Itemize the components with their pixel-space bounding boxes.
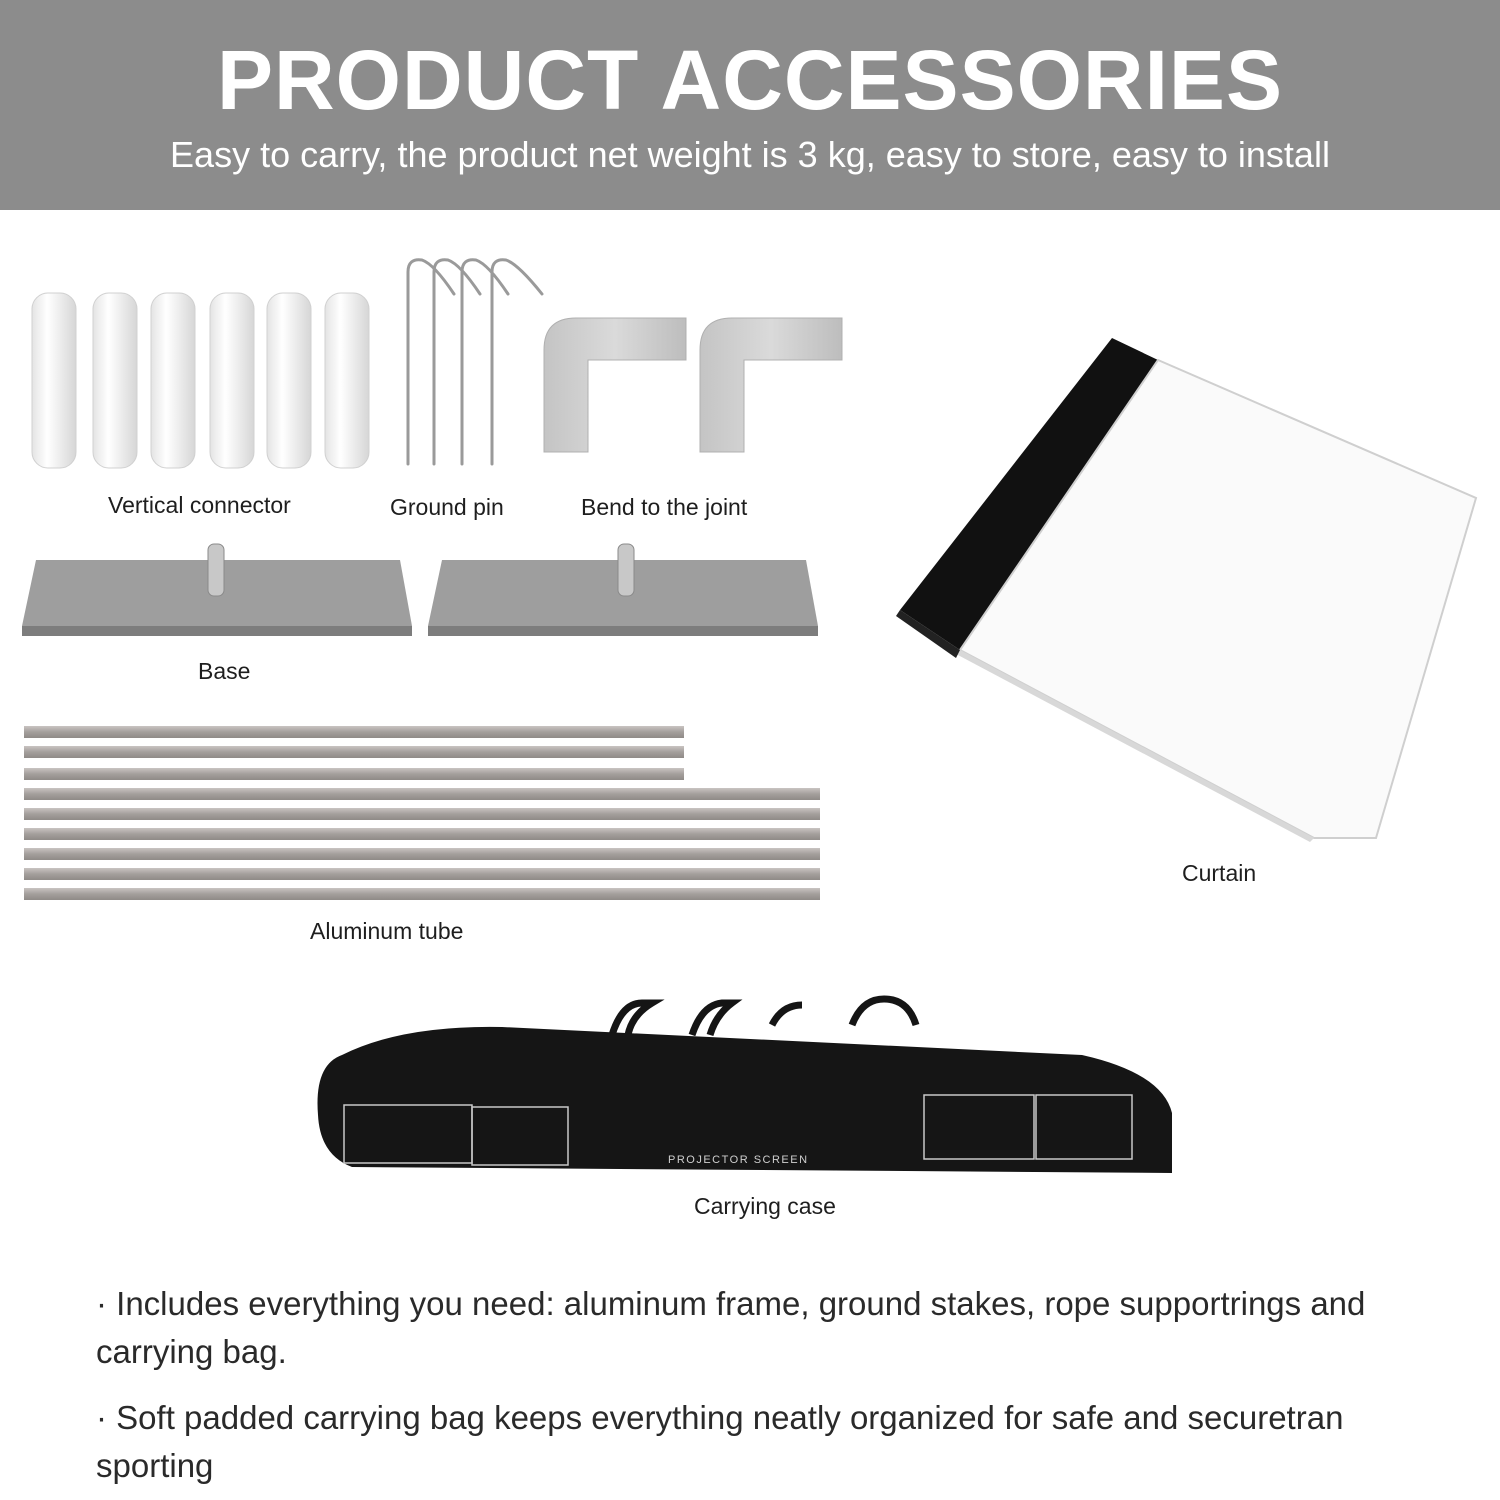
bend-joint-label: Bend to the joint [581, 494, 748, 520]
aluminum-tube-image [22, 722, 822, 904]
base-label: Base [198, 658, 251, 684]
curtain-label: Curtain [1182, 860, 1257, 886]
curtain-image [890, 330, 1490, 850]
base-image [18, 540, 830, 640]
ground-pin-label: Ground pin [390, 494, 504, 520]
ground-pin-image [396, 252, 556, 470]
page-subtitle: Easy to carry, the product net weight is 3 kg, easy to store, easy to install [170, 134, 1330, 175]
feature-item-2: · Soft padded carrying bag keeps everything neatly organized for safe and securetran sporting [96, 1399, 1344, 1484]
aluminum-tube-label: Aluminum tube [310, 918, 464, 944]
carrying-case-image [312, 995, 1178, 1180]
page-title: PRODUCT ACCESSORIES [216, 33, 1283, 127]
vertical-connector-image [20, 285, 380, 475]
header-banner [0, 0, 1500, 210]
bag-print-text: PROJECTOR SCREEN [668, 1154, 809, 1166]
carrying-case-label: Carrying case [694, 1193, 836, 1219]
vertical-connector-label: Vertical connector [108, 492, 291, 518]
bend-joint-image [540, 310, 850, 455]
feature-item-1: · Includes everything you need: aluminum frame, ground stakes, rope supportrings and carrying bag. [96, 1285, 1366, 1370]
